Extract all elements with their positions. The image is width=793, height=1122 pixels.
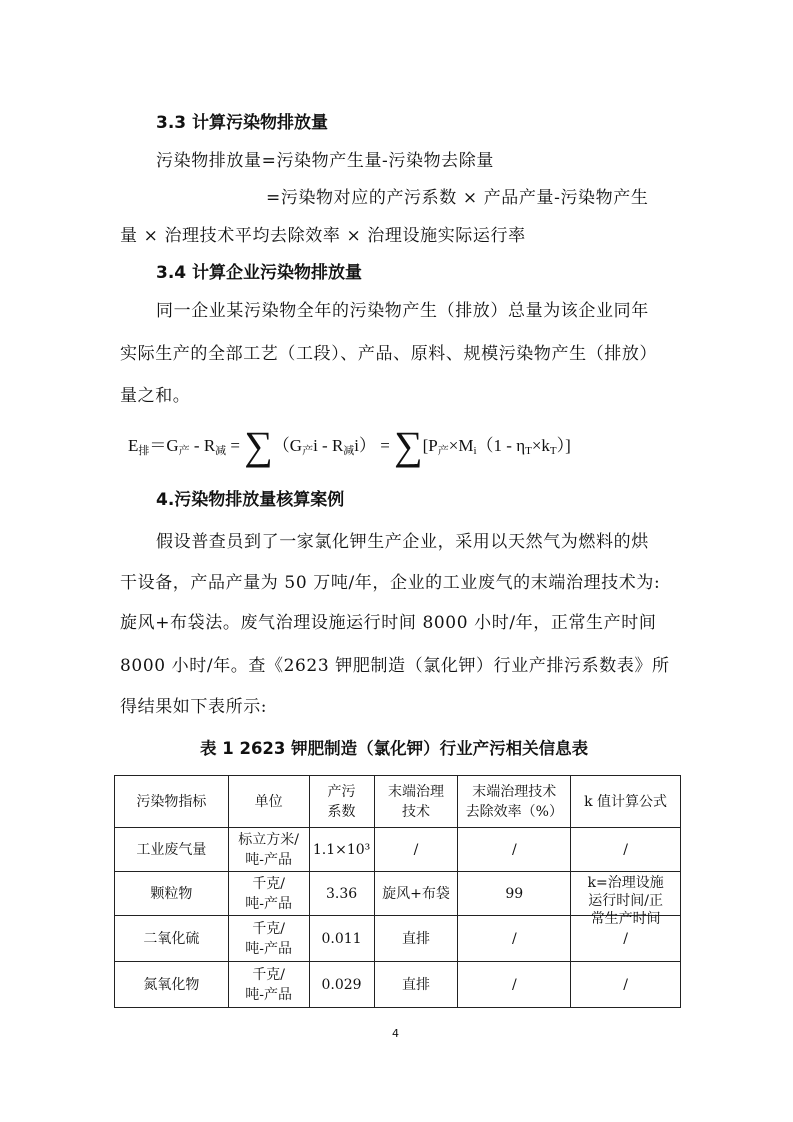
table-cell: /	[458, 962, 571, 1008]
section-3-3-heading: 3.3 计算污染物排放量	[156, 113, 329, 133]
section-4-line-3: 旋风+布袋法。废气治理设施运行时间 8000 小时/年，正常生产时间	[120, 613, 657, 633]
table-cell: 标立方米/ 吨-产品	[228, 828, 309, 872]
section-3-4-line-2: 实际生产的全部工艺（工段）、产品、原料、规模污染物产生（排放）	[120, 344, 658, 364]
section-4-line-4: 8000 小时/年。查《2623 钾肥制造（氯化钾）行业产排污系数表》所	[120, 656, 670, 676]
formula-g-sub: 产	[178, 445, 190, 457]
formula-term2-sub1: 产	[437, 445, 449, 457]
table-cell: 直排	[374, 962, 458, 1008]
section-4-line-5: 得结果如下表所示:	[120, 697, 268, 717]
table-cell-k-formula	[571, 872, 681, 927]
table-cell: 旋风+布袋	[374, 872, 458, 916]
sigma-symbol-1: ∑	[244, 423, 273, 468]
formula-eq1: ＝G	[149, 436, 179, 455]
section-3-4-line-3: 量之和。	[120, 386, 191, 406]
formula-term2-a: [P	[422, 436, 438, 455]
table-header-cell: 单位	[228, 776, 309, 828]
table-cell: 颗粒物	[115, 872, 229, 916]
table-cell: 二氧化硫	[115, 916, 229, 962]
table-cell: 3.36	[309, 872, 374, 916]
table-header-cell: 产污 系数	[309, 776, 374, 828]
table-cell: 千克/ 吨-产品	[228, 962, 309, 1008]
formula-term2-b: ×M	[448, 436, 474, 455]
table-cell: 99	[458, 872, 571, 916]
table-cell: /	[571, 828, 681, 872]
table-cell: 千克/ 吨-产品	[228, 872, 309, 916]
table-cell: 1.1×10³	[309, 828, 374, 872]
section-3-3-line-3: 量 × 治理技术平均去除效率 × 治理设施实际运行率	[120, 226, 526, 246]
k-formula-text: k=治理设施 运行时间/正 常生产时间	[587, 874, 664, 927]
formula-term2-e: ）]	[556, 436, 571, 455]
table-header-cell: k 值计算公式	[571, 776, 681, 828]
table-cell: /	[571, 962, 681, 1008]
table-cell: 0.011	[309, 916, 374, 962]
table-header-cell: 末端治理 技术	[374, 776, 458, 828]
section-4-line-2: 干设备，产品产量为 50 万吨/年，企业的工业废气的末端治理技术为:	[120, 573, 661, 593]
section-3-4-line-1: 同一企业某污染物全年的污染物产生（排放）总量为该企业同年	[156, 301, 649, 321]
section-4-line-1: 假设普查员到了一家氯化钾生产企业，采用以天然气为燃料的烘	[156, 532, 649, 552]
table-header-cell: 末端治理技术 去除效率（%）	[458, 776, 571, 828]
page-number: 4	[392, 1027, 399, 1040]
formula-term1-b: i - R	[313, 436, 344, 455]
table-cell: 千克/ 吨-产品	[228, 916, 309, 962]
formula-term1-sub2: 减	[343, 445, 355, 457]
table-row	[115, 872, 681, 916]
formula-term2-sub3: T	[525, 445, 532, 457]
formula-term2-sub2: i	[473, 445, 477, 457]
sigma-symbol-2: ∑	[394, 423, 423, 468]
formula-minus-r: - R	[189, 436, 216, 455]
formula-term1-sub1: 产	[302, 445, 314, 457]
table-cell: 直排	[374, 916, 458, 962]
formula-e: E	[128, 436, 139, 455]
table-header-cell: 污染物指标	[115, 776, 229, 828]
section-4-heading: 4.污染物排放量核算案例	[156, 490, 345, 510]
pollution-info-table	[114, 775, 681, 1008]
table-row	[115, 828, 681, 872]
formula-term1-c: i）	[354, 436, 377, 455]
table-cell: 工业废气量	[115, 828, 229, 872]
table-cell: /	[458, 916, 571, 962]
formula-term2-c: （1 - η	[476, 436, 526, 455]
table-caption: 表 1 2623 钾肥制造（氯化钾）行业产污相关信息表	[200, 739, 589, 758]
formula-eq2: =	[226, 436, 245, 455]
formula-r-sub: 减	[215, 445, 227, 457]
formula-eq3: =	[376, 436, 395, 455]
table-header-row	[115, 776, 681, 828]
table-cell: 0.029	[309, 962, 374, 1008]
section-3-3-line-1: 污染物排放量=污染物产生量-污染物去除量	[156, 151, 494, 171]
table-row	[115, 962, 681, 1008]
section-3-3-line-2: =污染物对应的产污系数 × 产品产量-污染物产生	[266, 188, 649, 208]
table-cell: /	[571, 916, 681, 962]
formula-term2-sub4: T	[549, 445, 557, 457]
emission-formula	[128, 418, 571, 468]
table-cell: /	[374, 828, 458, 872]
table-cell: /	[458, 828, 571, 872]
formula-term2-d: ×k	[531, 436, 550, 455]
formula-e-sub: 排	[138, 445, 150, 457]
section-3-4-heading: 3.4 计算企业污染物排放量	[156, 263, 363, 283]
table-cell: 氮氧化物	[115, 962, 229, 1008]
formula-term1-a: （G	[272, 436, 303, 455]
